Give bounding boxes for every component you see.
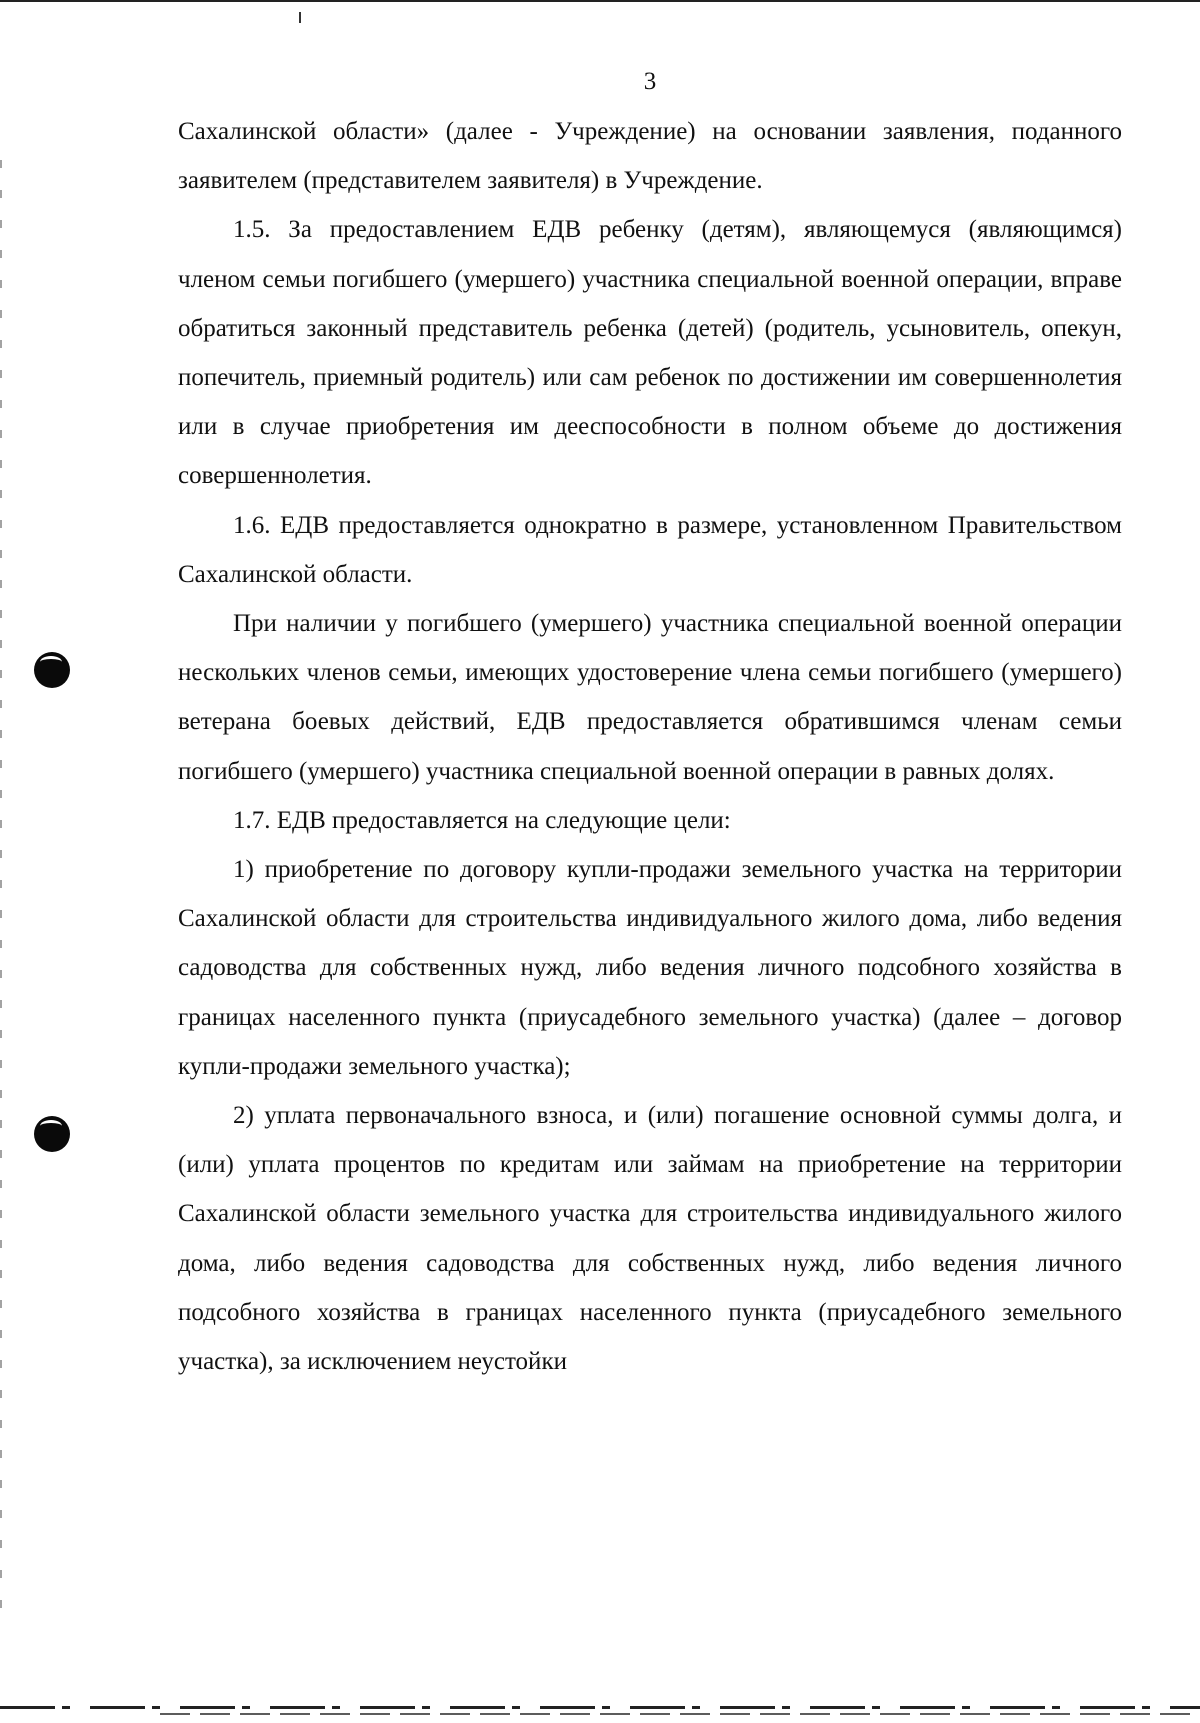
- punch-hole-icon: [34, 1116, 70, 1152]
- page-number: 3: [643, 68, 657, 95]
- punch-hole-icon: [34, 652, 70, 688]
- paragraph-continuation: Сахалинской области» (далее - Учреждение) на основании заявления, поданного заявителем (представителем заявителя) в Учреждение.: [178, 118, 1122, 195]
- scan-tick-mark: [299, 12, 301, 23]
- list-item-1: 1) приобретение по договору купли-продажи земельного участка на территории Сахалинской области для строительства индивидуального жилого дома, либо ведения садоводства для собственных нужд, либо ведения личного подсобного хозяйства в границах населенного пункта (приусадебного земельного участка) (далее – договор купли-продажи земельного участка);: [178, 856, 1122, 1080]
- paragraph-1-5: 1.5. За предоставлением ЕДВ ребенку (детям), являющемуся (являющимся) членом семьи погибшего (умершего) участника специальной военной операции, вправе обратиться законный представитель ребенка (детей) (родитель, усыновитель, опекун, попечитель, приемный родитель) или сам ребенок по достижении им совершеннолетия или в случае приобретения им дееспособности в полном объеме до достижения совершеннолетия.: [178, 216, 1122, 490]
- paragraph-1-7: 1.7. ЕДВ предоставляется на следующие цели:: [233, 806, 731, 834]
- scan-left-edge: [0, 160, 2, 1610]
- list-item-2: 2) уплата первоначального взноса, и (или) погашение основной суммы долга, и (или) уплата процентов по кредитам или займам на приобретение на территории Сахалинской области земельного участка для строительства индивидуального жилого дома, либо ведения садоводства для собственных нужд, либо ведения личного подсобного хозяйства в границах населенного пункта (приусадебного земельного участка), за исключением неустойки: [178, 1102, 1122, 1376]
- document-body: [178, 107, 1122, 1386]
- paragraph-1-6: 1.6. ЕДВ предоставляется однократно в размере, установленном Правительством Сахалинской области.: [178, 511, 1122, 588]
- scan-bottom-edge: [0, 1706, 1200, 1709]
- paragraph-1-6-shares: При наличии у погибшего (умершего) участника специальной военной операции нескольких членов семьи, имеющих удостоверение члена семьи погибшего (умершего) ветерана боевых действий, ЕДВ предоставляется обратившимся членам семьи погибшего (умершего) участника специальной военной операции в равных долях.: [178, 610, 1122, 785]
- scan-top-edge: [0, 0, 1200, 2]
- scan-bottom-edge-secondary: [160, 1713, 1200, 1715]
